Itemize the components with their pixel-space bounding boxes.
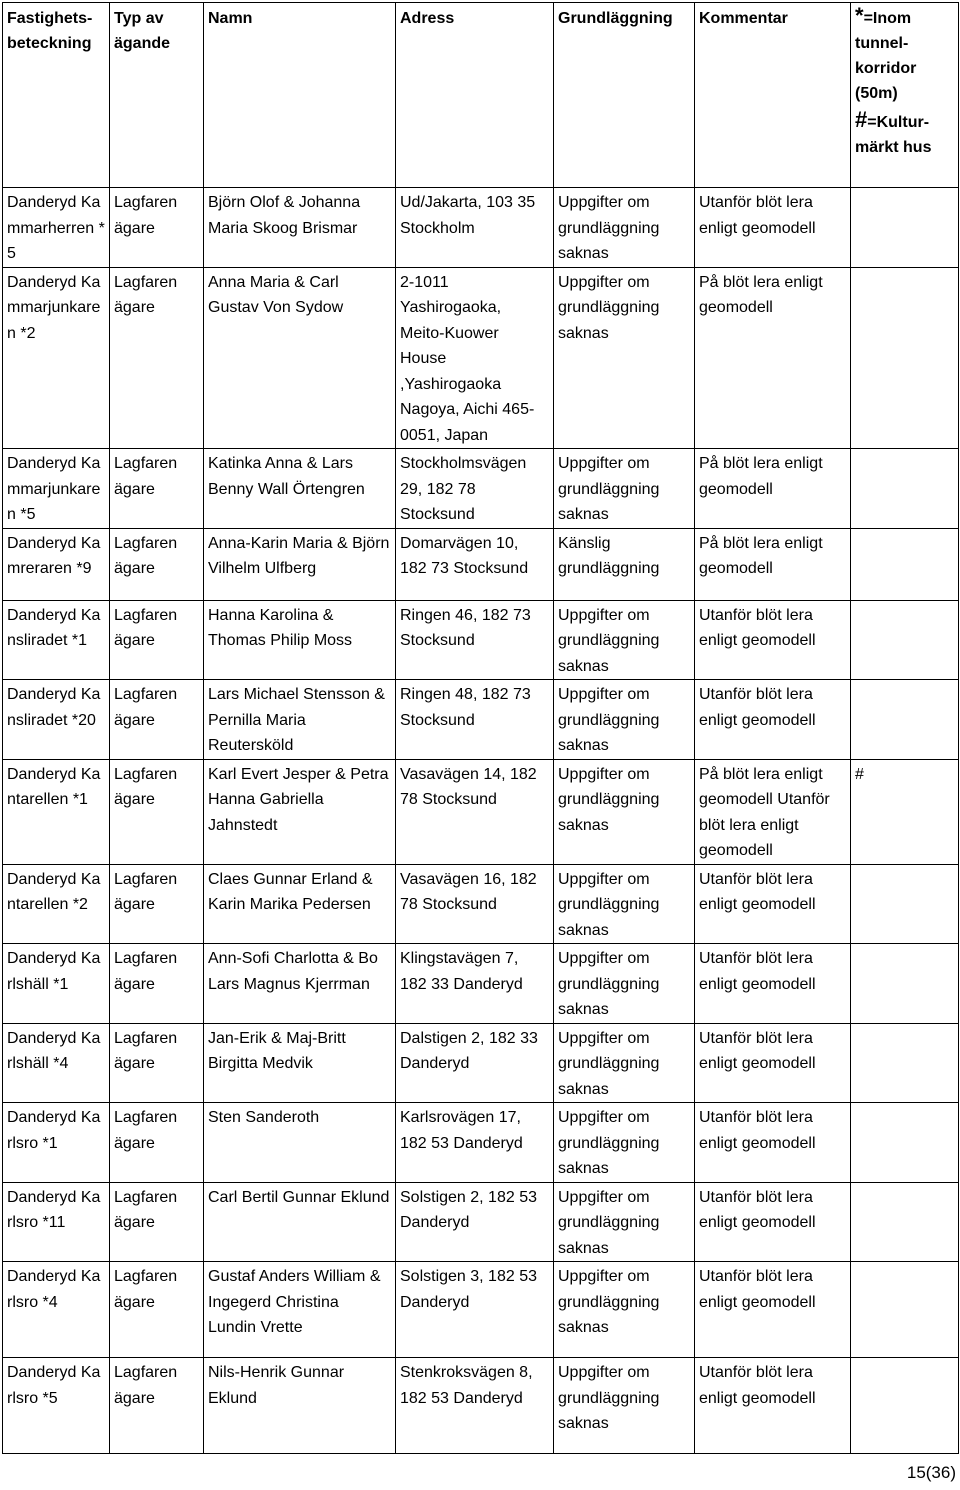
cell-fastighet: Danderyd Kansliradet *20 — [3, 680, 110, 760]
cell-fastighet: Danderyd Kansliradet *1 — [3, 600, 110, 680]
cell-grundlaggning: Uppgifter om grundläggning saknas — [554, 1023, 695, 1103]
header-fastighetsbeteckning: Fastighets- beteckning — [3, 3, 110, 188]
cell-adress: Ringen 46, 182 73 Stocksund — [396, 600, 554, 680]
cell-grundlaggning: Uppgifter om grundläggning saknas — [554, 267, 695, 449]
cell-adress: Solstigen 2, 182 53 Danderyd — [396, 1182, 554, 1262]
cell-kulturmark — [851, 1023, 959, 1103]
cell-namn: Gustaf Anders William & Ingegerd Christina Lundin Vrette — [204, 1262, 396, 1358]
cell-kulturmark — [851, 680, 959, 760]
table-row — [3, 449, 959, 529]
header-grundlaggning: Grundläggning — [554, 3, 695, 188]
cell-kulturmark — [851, 528, 959, 600]
cell-adress: Stockholmsvägen 29, 182 78 Stocksund — [396, 449, 554, 529]
cell-grundlaggning: Uppgifter om grundläggning saknas — [554, 680, 695, 760]
cell-typ: Lagfaren ägare — [110, 680, 204, 760]
cell-grundlaggning: Uppgifter om grundläggning saknas — [554, 600, 695, 680]
page-number: 15(36) — [906, 1463, 956, 1482]
cell-namn: Björn Olof & Johanna Maria Skoog Brismar — [204, 188, 396, 268]
header-namn: Namn — [204, 3, 396, 188]
table-row — [3, 759, 959, 864]
cell-namn: Nils-Henrik Gunnar Eklund — [204, 1358, 396, 1454]
cell-typ: Lagfaren ägare — [110, 944, 204, 1024]
cell-fastighet: Danderyd Kammarjunkaren *2 — [3, 267, 110, 449]
cell-fastighet: Danderyd Karlsro *11 — [3, 1182, 110, 1262]
cell-typ: Lagfaren ägare — [110, 1103, 204, 1183]
table-row — [3, 267, 959, 449]
cell-kommentar: Utanför blöt lera enligt geomodell — [695, 944, 851, 1024]
cell-kommentar: På blöt lera enligt geomodell — [695, 528, 851, 600]
cell-kulturmark — [851, 600, 959, 680]
cell-kulturmark — [851, 449, 959, 529]
cell-fastighet: Danderyd Karlshäll *4 — [3, 1023, 110, 1103]
legend-tunnel: *=Inom tunnel-korridor (50m) — [855, 3, 917, 102]
cell-namn: Lars Michael Stensson & Pernilla Maria Reutersköld — [204, 680, 396, 760]
header-legend — [851, 3, 959, 188]
table-row — [3, 188, 959, 268]
cell-grundlaggning: Uppgifter om grundläggning saknas — [554, 864, 695, 944]
cell-grundlaggning: Uppgifter om grundläggning saknas — [554, 1103, 695, 1183]
cell-grundlaggning: Uppgifter om grundläggning saknas — [554, 1262, 695, 1358]
cell-kulturmark — [851, 1182, 959, 1262]
cell-adress: Dalstigen 2, 182 33 Danderyd — [396, 1023, 554, 1103]
table-row — [3, 1023, 959, 1103]
table-row — [3, 864, 959, 944]
cell-typ: Lagfaren ägare — [110, 1262, 204, 1358]
cell-adress: Solstigen 3, 182 53 Danderyd — [396, 1262, 554, 1358]
cell-kulturmark — [851, 1262, 959, 1358]
cell-typ: Lagfaren ägare — [110, 759, 204, 864]
cell-grundlaggning: Uppgifter om grundläggning saknas — [554, 449, 695, 529]
cell-grundlaggning: Uppgifter om grundläggning saknas — [554, 759, 695, 864]
cell-adress: 2-1011 Yashirogaoka, Meito-Kuower House ,Yashirogaoka Nagoya, Aichi 465-0051, Japan — [396, 267, 554, 449]
cell-kulturmark — [851, 267, 959, 449]
header-typ-av-agande: Typ av ägande — [110, 3, 204, 188]
cell-adress: Ringen 48, 182 73 Stocksund — [396, 680, 554, 760]
header-kommentar: Kommentar — [695, 3, 851, 188]
table-row — [3, 1358, 959, 1454]
cell-typ: Lagfaren ägare — [110, 188, 204, 268]
cell-fastighet: Danderyd Karlsro *4 — [3, 1262, 110, 1358]
cell-adress: Stenkroksvägen 8, 182 53 Danderyd — [396, 1358, 554, 1454]
table-row — [3, 1103, 959, 1183]
cell-typ: Lagfaren ägare — [110, 1182, 204, 1262]
cell-namn: Carl Bertil Gunnar Eklund — [204, 1182, 396, 1262]
cell-kommentar: Utanför blöt lera enligt geomodell — [695, 1182, 851, 1262]
cell-fastighet: Danderyd Karlsro *1 — [3, 1103, 110, 1183]
cell-kulturmark — [851, 188, 959, 268]
cell-namn: Claes Gunnar Erland & Karin Marika Pedersen — [204, 864, 396, 944]
cell-typ: Lagfaren ägare — [110, 449, 204, 529]
cell-adress: Vasavägen 14, 182 78 Stocksund — [396, 759, 554, 864]
cell-fastighet: Danderyd Kammarherren *5 — [3, 188, 110, 268]
cell-kulturmark — [851, 1103, 959, 1183]
table-row — [3, 944, 959, 1024]
cell-namn: Anna Maria & Carl Gustav Von Sydow — [204, 267, 396, 449]
cell-kommentar: Utanför blöt lera enligt geomodell — [695, 188, 851, 268]
cell-namn: Karl Evert Jesper & Petra Hanna Gabriella Jahnstedt — [204, 759, 396, 864]
cell-kulturmark — [851, 944, 959, 1024]
cell-kulturmark: # — [851, 759, 959, 864]
cell-typ: Lagfaren ägare — [110, 864, 204, 944]
cell-kommentar: Utanför blöt lera enligt geomodell — [695, 680, 851, 760]
cell-adress: Klingstavägen 7, 182 33 Danderyd — [396, 944, 554, 1024]
cell-kommentar: Utanför blöt lera enligt geomodell — [695, 600, 851, 680]
cell-typ: Lagfaren ägare — [110, 1023, 204, 1103]
cell-kommentar: På blöt lera enligt geomodell — [695, 449, 851, 529]
cell-kommentar: På blöt lera enligt geomodell — [695, 267, 851, 449]
cell-namn: Ann-Sofi Charlotta & Bo Lars Magnus Kjerrman — [204, 944, 396, 1024]
legend-kulturmarkt: #=Kultur-märkt hus — [855, 107, 932, 156]
cell-fastighet: Danderyd Kamreraren *9 — [3, 528, 110, 600]
table-row — [3, 600, 959, 680]
cell-typ: Lagfaren ägare — [110, 1358, 204, 1454]
cell-namn: Hanna Karolina & Thomas Philip Moss — [204, 600, 396, 680]
cell-namn: Anna-Karin Maria & Björn Vilhelm Ulfberg — [204, 528, 396, 600]
table-row — [3, 1182, 959, 1262]
cell-kulturmark — [851, 864, 959, 944]
cell-typ: Lagfaren ägare — [110, 267, 204, 449]
cell-fastighet: Danderyd Karlsro *5 — [3, 1358, 110, 1454]
cell-fastighet: Danderyd Karlshäll *1 — [3, 944, 110, 1024]
cell-fastighet: Danderyd Kantarellen *1 — [3, 759, 110, 864]
cell-kommentar: På blöt lera enligt geomodell Utanför blöt lera enligt geomodell — [695, 759, 851, 864]
header-adress: Adress — [396, 3, 554, 188]
cell-grundlaggning: Känslig grundläggning — [554, 528, 695, 600]
cell-adress: Ud/Jakarta, 103 35 Stockholm — [396, 188, 554, 268]
table-row — [3, 528, 959, 600]
table-row — [3, 680, 959, 760]
property-table — [2, 2, 959, 1454]
cell-namn: Sten Sanderoth — [204, 1103, 396, 1183]
cell-fastighet: Danderyd Kammarjunkaren *5 — [3, 449, 110, 529]
cell-typ: Lagfaren ägare — [110, 600, 204, 680]
cell-grundlaggning: Uppgifter om grundläggning saknas — [554, 944, 695, 1024]
header-row — [3, 3, 959, 188]
cell-grundlaggning: Uppgifter om grundläggning saknas — [554, 1182, 695, 1262]
table-row — [3, 1262, 959, 1358]
cell-namn: Katinka Anna & Lars Benny Wall Örtengren — [204, 449, 396, 529]
cell-adress: Karlsrovägen 17, 182 53 Danderyd — [396, 1103, 554, 1183]
cell-kommentar: Utanför blöt lera enligt geomodell — [695, 1103, 851, 1183]
cell-kommentar: Utanför blöt lera enligt geomodell — [695, 1023, 851, 1103]
cell-adress: Domarvägen 10, 182 73 Stocksund — [396, 528, 554, 600]
cell-kommentar: Utanför blöt lera enligt geomodell — [695, 864, 851, 944]
cell-kulturmark — [851, 1358, 959, 1454]
cell-grundlaggning: Uppgifter om grundläggning saknas — [554, 188, 695, 268]
cell-namn: Jan-Erik & Maj-Britt Birgitta Medvik — [204, 1023, 396, 1103]
cell-fastighet: Danderyd Kantarellen *2 — [3, 864, 110, 944]
cell-adress: Vasavägen 16, 182 78 Stocksund — [396, 864, 554, 944]
cell-kommentar: Utanför blöt lera enligt geomodell — [695, 1358, 851, 1454]
cell-kommentar: Utanför blöt lera enligt geomodell — [695, 1262, 851, 1358]
cell-typ: Lagfaren ägare — [110, 528, 204, 600]
cell-grundlaggning: Uppgifter om grundläggning saknas — [554, 1358, 695, 1454]
